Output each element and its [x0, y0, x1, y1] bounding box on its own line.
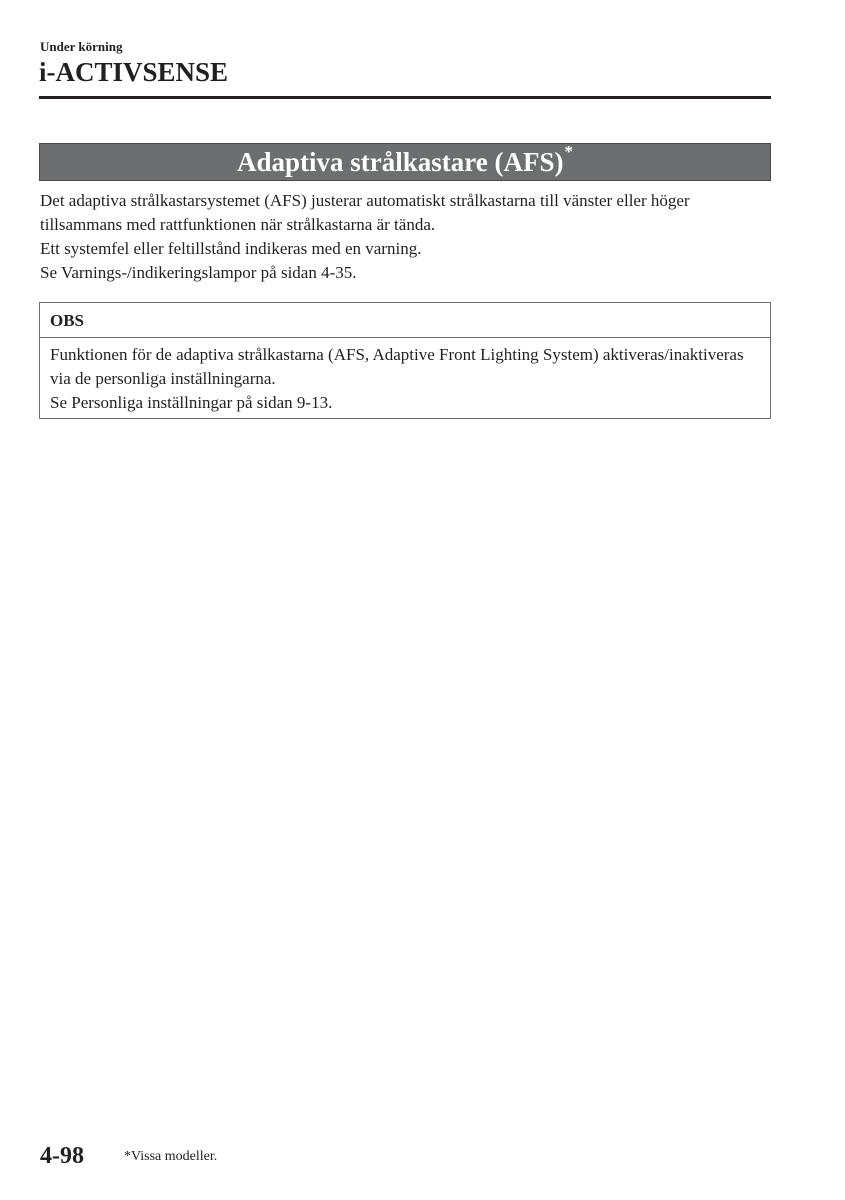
body-paragraph: Se Varnings-/indikeringslampor på sidan 4-35.: [40, 263, 357, 282]
title-divider: [39, 96, 771, 99]
note-paragraph: Se Personliga inställningar på sidan 9-13.: [50, 393, 333, 412]
note-paragraph: Funktionen för de adaptiva strålkastarna (AFS, Adaptive Front Lighting System) aktiveras/inaktiveras via de personliga inställningarna.: [50, 345, 744, 388]
body-paragraph: Ett systemfel eller feltillstånd indikeras med en varning.: [40, 239, 422, 258]
page-number: 4-98: [40, 1143, 84, 1169]
section-heading-marker: *: [564, 142, 573, 161]
section-heading: Adaptiva strålkastare (AFS): [237, 147, 564, 177]
section-label: Under körning: [40, 39, 123, 54]
note-label: OBS: [40, 303, 770, 338]
body-paragraph: Det adaptiva strålkastarsystemet (AFS) justerar automatiskt strålkastarna till vänster eller höger tillsammans med rattfunktionen när strålkastarna är tända.: [40, 191, 690, 234]
section-heading-bar: [39, 143, 771, 181]
footnote: *Vissa modeller.: [124, 1149, 218, 1164]
note-body: [40, 338, 770, 415]
chapter-title: i-ACTIVSENSE: [39, 57, 229, 87]
note-box: [39, 302, 771, 419]
body-text: [40, 189, 770, 285]
